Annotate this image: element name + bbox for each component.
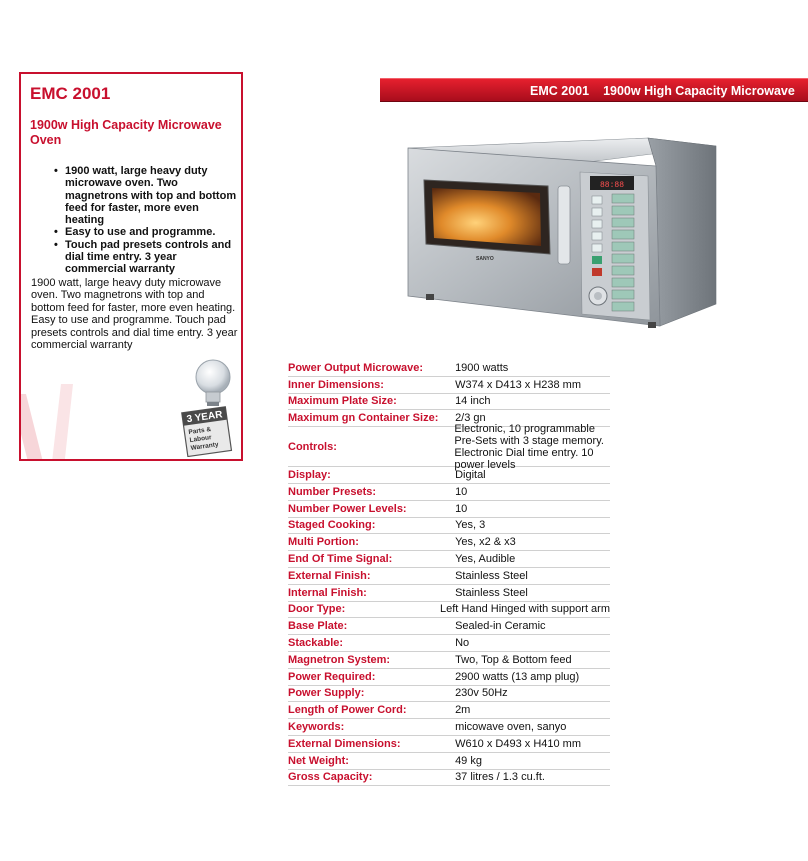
spec-value: 2/3 gn bbox=[455, 412, 486, 425]
spec-label: Number Power Levels: bbox=[288, 502, 407, 515]
spec-label: Length of Power Cord: bbox=[288, 704, 407, 717]
warranty-badge-line: Warranty bbox=[190, 441, 219, 452]
spec-value: 2900 watts (13 amp plug) bbox=[455, 670, 580, 683]
spec-label: Power Supply: bbox=[288, 687, 365, 700]
spec-row bbox=[288, 753, 610, 770]
spec-row bbox=[288, 770, 610, 787]
spec-row bbox=[288, 602, 610, 619]
spec-value: 14 inch bbox=[455, 395, 491, 408]
spec-row bbox=[288, 652, 610, 669]
spec-row bbox=[288, 534, 610, 551]
warranty-badge-title: 3 YEAR bbox=[186, 409, 224, 426]
spec-label: Power Output Microwave: bbox=[288, 361, 424, 374]
spec-label: Power Required: bbox=[288, 670, 376, 683]
spec-label: Keywords: bbox=[288, 721, 345, 734]
spec-value: 49 kg bbox=[455, 754, 482, 767]
spec-label: End Of Time Signal: bbox=[288, 553, 393, 566]
product-header-bar bbox=[380, 78, 808, 102]
spec-label: Base Plate: bbox=[288, 620, 348, 633]
warranty-bulb-icon bbox=[181, 357, 241, 457]
spec-value: Yes, Audible bbox=[455, 553, 516, 566]
header-title: 1900w High Capacity Microwave bbox=[603, 84, 795, 98]
spec-value: Two, Top & Bottom feed bbox=[455, 653, 572, 666]
spec-label: Magnetron System: bbox=[288, 653, 391, 666]
spec-value: Stainless Steel bbox=[455, 569, 528, 582]
spec-row bbox=[288, 394, 610, 411]
spec-value: Yes, 3 bbox=[455, 519, 486, 532]
spec-label: Net Weight: bbox=[288, 754, 349, 767]
spec-row bbox=[288, 467, 610, 484]
spec-row bbox=[288, 585, 610, 602]
spec-label: Staged Cooking: bbox=[288, 519, 376, 532]
spec-label: Maximum Plate Size: bbox=[288, 395, 397, 408]
spec-row bbox=[288, 377, 610, 394]
spec-label: External Finish: bbox=[288, 569, 371, 582]
header-text bbox=[530, 84, 795, 98]
spec-row bbox=[288, 618, 610, 635]
spec-value: Stainless Steel bbox=[455, 586, 528, 599]
spec-label: Controls: bbox=[288, 440, 337, 453]
spec-label: Stackable: bbox=[288, 637, 344, 650]
spec-value: W610 x D493 x H410 mm bbox=[455, 737, 581, 750]
feature-item: • Easy to use and programme. bbox=[56, 226, 238, 238]
spec-value: 10 bbox=[455, 502, 468, 515]
feature-item: • Touch pad presets controls and dial time entry. 3 year commercial warranty bbox=[56, 239, 238, 276]
warranty-badge-line: Labour bbox=[189, 434, 212, 445]
spec-row bbox=[288, 702, 610, 719]
spec-label: Inner Dimensions: bbox=[288, 378, 384, 391]
spec-row bbox=[288, 635, 610, 652]
feature-item: • 1900 watt, large heavy duty microwave oven. Two magnetrons with top and bottom feed for faster, more even heating bbox=[56, 165, 238, 226]
spec-label: Multi Portion: bbox=[288, 536, 359, 549]
product-info-box bbox=[19, 72, 243, 461]
spec-value: Yes, x2 & x3 bbox=[455, 536, 516, 549]
spec-row bbox=[288, 669, 610, 686]
spec-label: Gross Capacity: bbox=[288, 771, 373, 784]
spec-value: 10 bbox=[455, 485, 468, 498]
spec-value: 230v 50Hz bbox=[455, 687, 508, 700]
feature-list bbox=[56, 165, 238, 276]
product-description: 1900 watt, large heavy duty microwave oven. Two magnetrons with top and bottom feed for faster, more even heating. Easy to use and programme. Touch pad presets controls and dial time entry. 3 year commercial warranty bbox=[31, 276, 238, 352]
spec-value: Digital bbox=[455, 469, 486, 482]
spec-label: Internal Finish: bbox=[288, 586, 367, 599]
spec-row bbox=[288, 484, 610, 501]
spec-row bbox=[288, 719, 610, 736]
spec-row bbox=[288, 736, 610, 753]
spec-value: W374 x D413 x H238 mm bbox=[455, 378, 581, 391]
warranty-badge-line: Parts & bbox=[188, 426, 212, 437]
spec-row bbox=[288, 551, 610, 568]
spec-row bbox=[288, 518, 610, 535]
spec-value: Left Hand Hinged with support arm bbox=[440, 603, 610, 616]
spec-label: Maximum gn Container Size: bbox=[288, 412, 439, 425]
spec-value: Sealed-in Ceramic bbox=[455, 620, 546, 633]
specifications-table bbox=[288, 360, 610, 786]
header-model: EMC 2001 bbox=[530, 84, 590, 98]
spec-row bbox=[288, 360, 610, 377]
spec-row bbox=[288, 568, 610, 585]
spec-value: No bbox=[455, 637, 470, 650]
spec-label: Display: bbox=[288, 469, 331, 482]
microwave-product-image bbox=[398, 136, 724, 332]
spec-row bbox=[288, 501, 610, 518]
spec-label: Door Type: bbox=[288, 603, 346, 616]
brand-watermark-graphic bbox=[19, 374, 121, 461]
model-title: EMC 2001 bbox=[30, 84, 111, 103]
spec-value: Electronic, 10 programmable Pre-Sets with 3 stage memory. Electronic Dial time entry. 10 power levels bbox=[454, 422, 604, 471]
spec-label: External Dimensions: bbox=[288, 737, 401, 750]
spec-value: 1900 watts bbox=[455, 361, 509, 374]
svg-text:88:88: 88:88 bbox=[599, 181, 625, 190]
spec-value: 37 litres / 1.3 cu.ft. bbox=[455, 771, 545, 784]
spec-value: 2m bbox=[455, 704, 471, 717]
product-subtitle: 1900w High Capacity Microwave Oven bbox=[30, 118, 222, 147]
spec-row bbox=[288, 686, 610, 703]
oven-brand-label: SANYO bbox=[476, 256, 494, 262]
spec-label: Number Presets: bbox=[288, 485, 377, 498]
spec-value: micowave oven, sanyo bbox=[455, 721, 567, 734]
spec-row bbox=[288, 422, 610, 471]
